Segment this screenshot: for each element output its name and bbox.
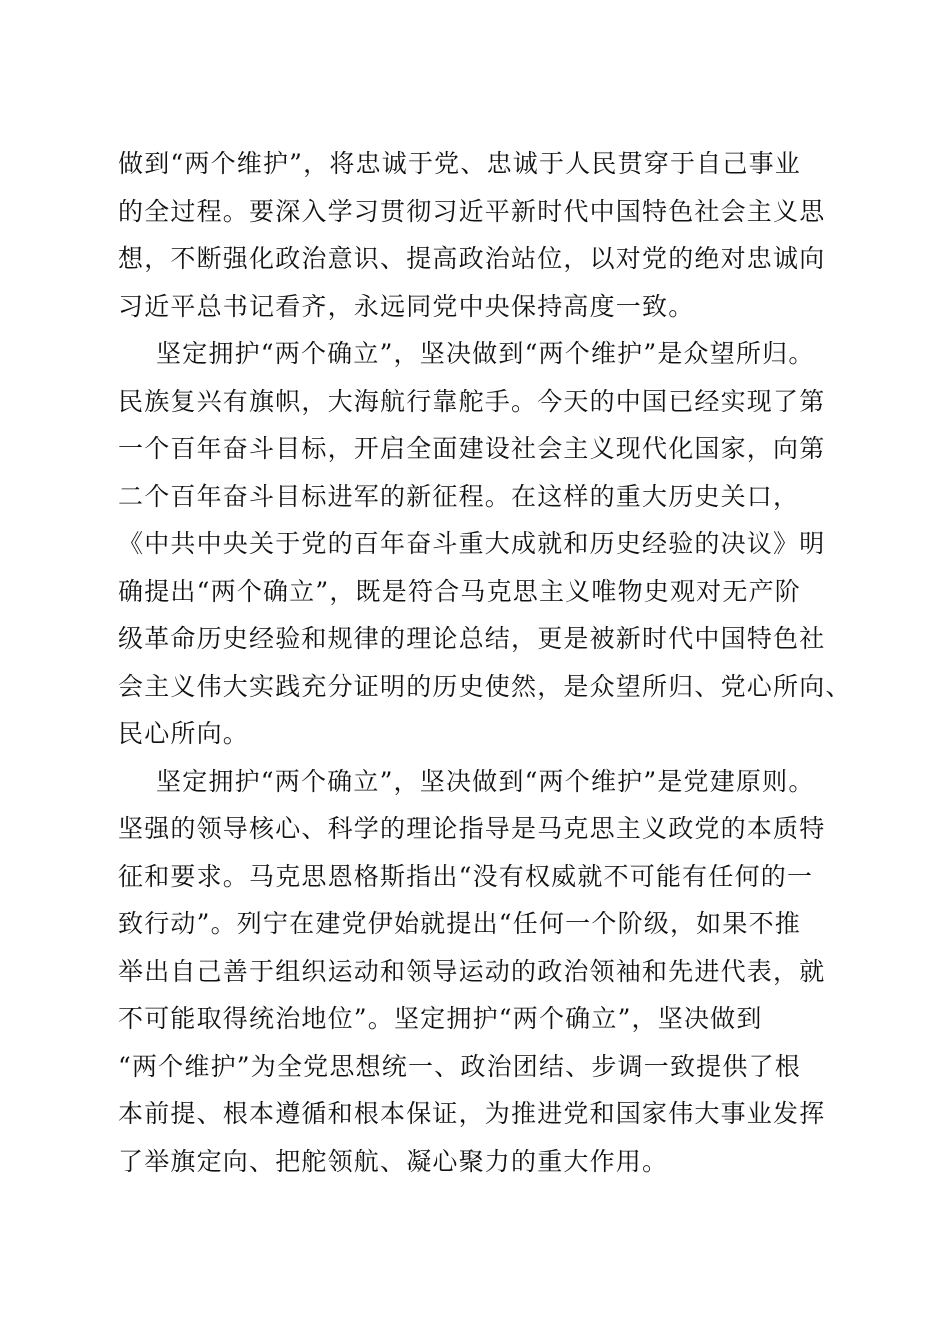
- text-line: 习近平总书记看齐，永远同党中央保持高度一致。: [118, 291, 695, 321]
- text-line: 级革命历史经验和规律的理论总结，更是被新时代中国特色社: [118, 624, 826, 653]
- text-line: 一个百年奋斗目标，开启全面建设社会主义现代化国家，向第: [118, 434, 826, 463]
- text-line: 不可能取得统治地位”。坚定拥护“两个确立”，坚决做到: [118, 1004, 763, 1033]
- paragraph-start-line: 坚定拥护“两个确立”，坚决做到“两个维护”是众望所归。: [156, 339, 815, 368]
- text-line: 征和要求。马克思恩格斯指出“没有权威就不可能有任何的一: [118, 861, 814, 891]
- text-line: 想，不断强化政治意识、提高政治站位，以对党的绝对忠诚向: [118, 244, 826, 273]
- text-line: 坚强的领导核心、科学的理论指导是马克思主义政党的本质特: [118, 814, 826, 843]
- text-line: 举出自己善于组织运动和领导运动的政治领袖和先进代表，就: [118, 956, 826, 986]
- text-line: 做到“两个维护”，将忠诚于党、忠诚于人民贯穿于自己事业: [118, 149, 801, 178]
- paragraph-start-line: 坚定拥护“两个确立”，坚决做到“两个维护”是党建原则。: [156, 766, 815, 796]
- text-line: 民心所向。: [118, 719, 250, 748]
- text-line: 民族复兴有旗帜，大海航行靠舵手。今天的中国已经实现了第: [118, 386, 826, 416]
- text-line: 《中共中央关于党的百年奋斗重大成就和历史经验的决议》明: [118, 529, 826, 558]
- text-line: 本前提、根本遵循和根本保证，为推进党和国家伟大事业发挥: [118, 1099, 826, 1128]
- text-line: 的全过程。要深入学习贯彻习近平新时代中国特色社会主义思: [118, 196, 826, 226]
- body-text: [118, 140, 852, 1185]
- text-line: “两个维护”为全党思想统一、政治团结、步调一致提供了根: [118, 1051, 801, 1081]
- text-line: 二个百年奋斗目标进军的新征程。在这样的重大历史关口，: [118, 481, 800, 511]
- text-line: 确提出“两个确立”，既是符合马克思主义唯物史观对无产阶: [118, 576, 801, 606]
- text-line: 了举旗定向、把舵领航、凝心聚力的重大作用。: [118, 1146, 669, 1176]
- text-line: 会主义伟大实践充分证明的历史使然，是众望所归、党心所向、: [118, 671, 852, 701]
- text-line: 致行动”。列宁在建党伊始就提出“任何一个阶级，如果不推: [118, 909, 801, 938]
